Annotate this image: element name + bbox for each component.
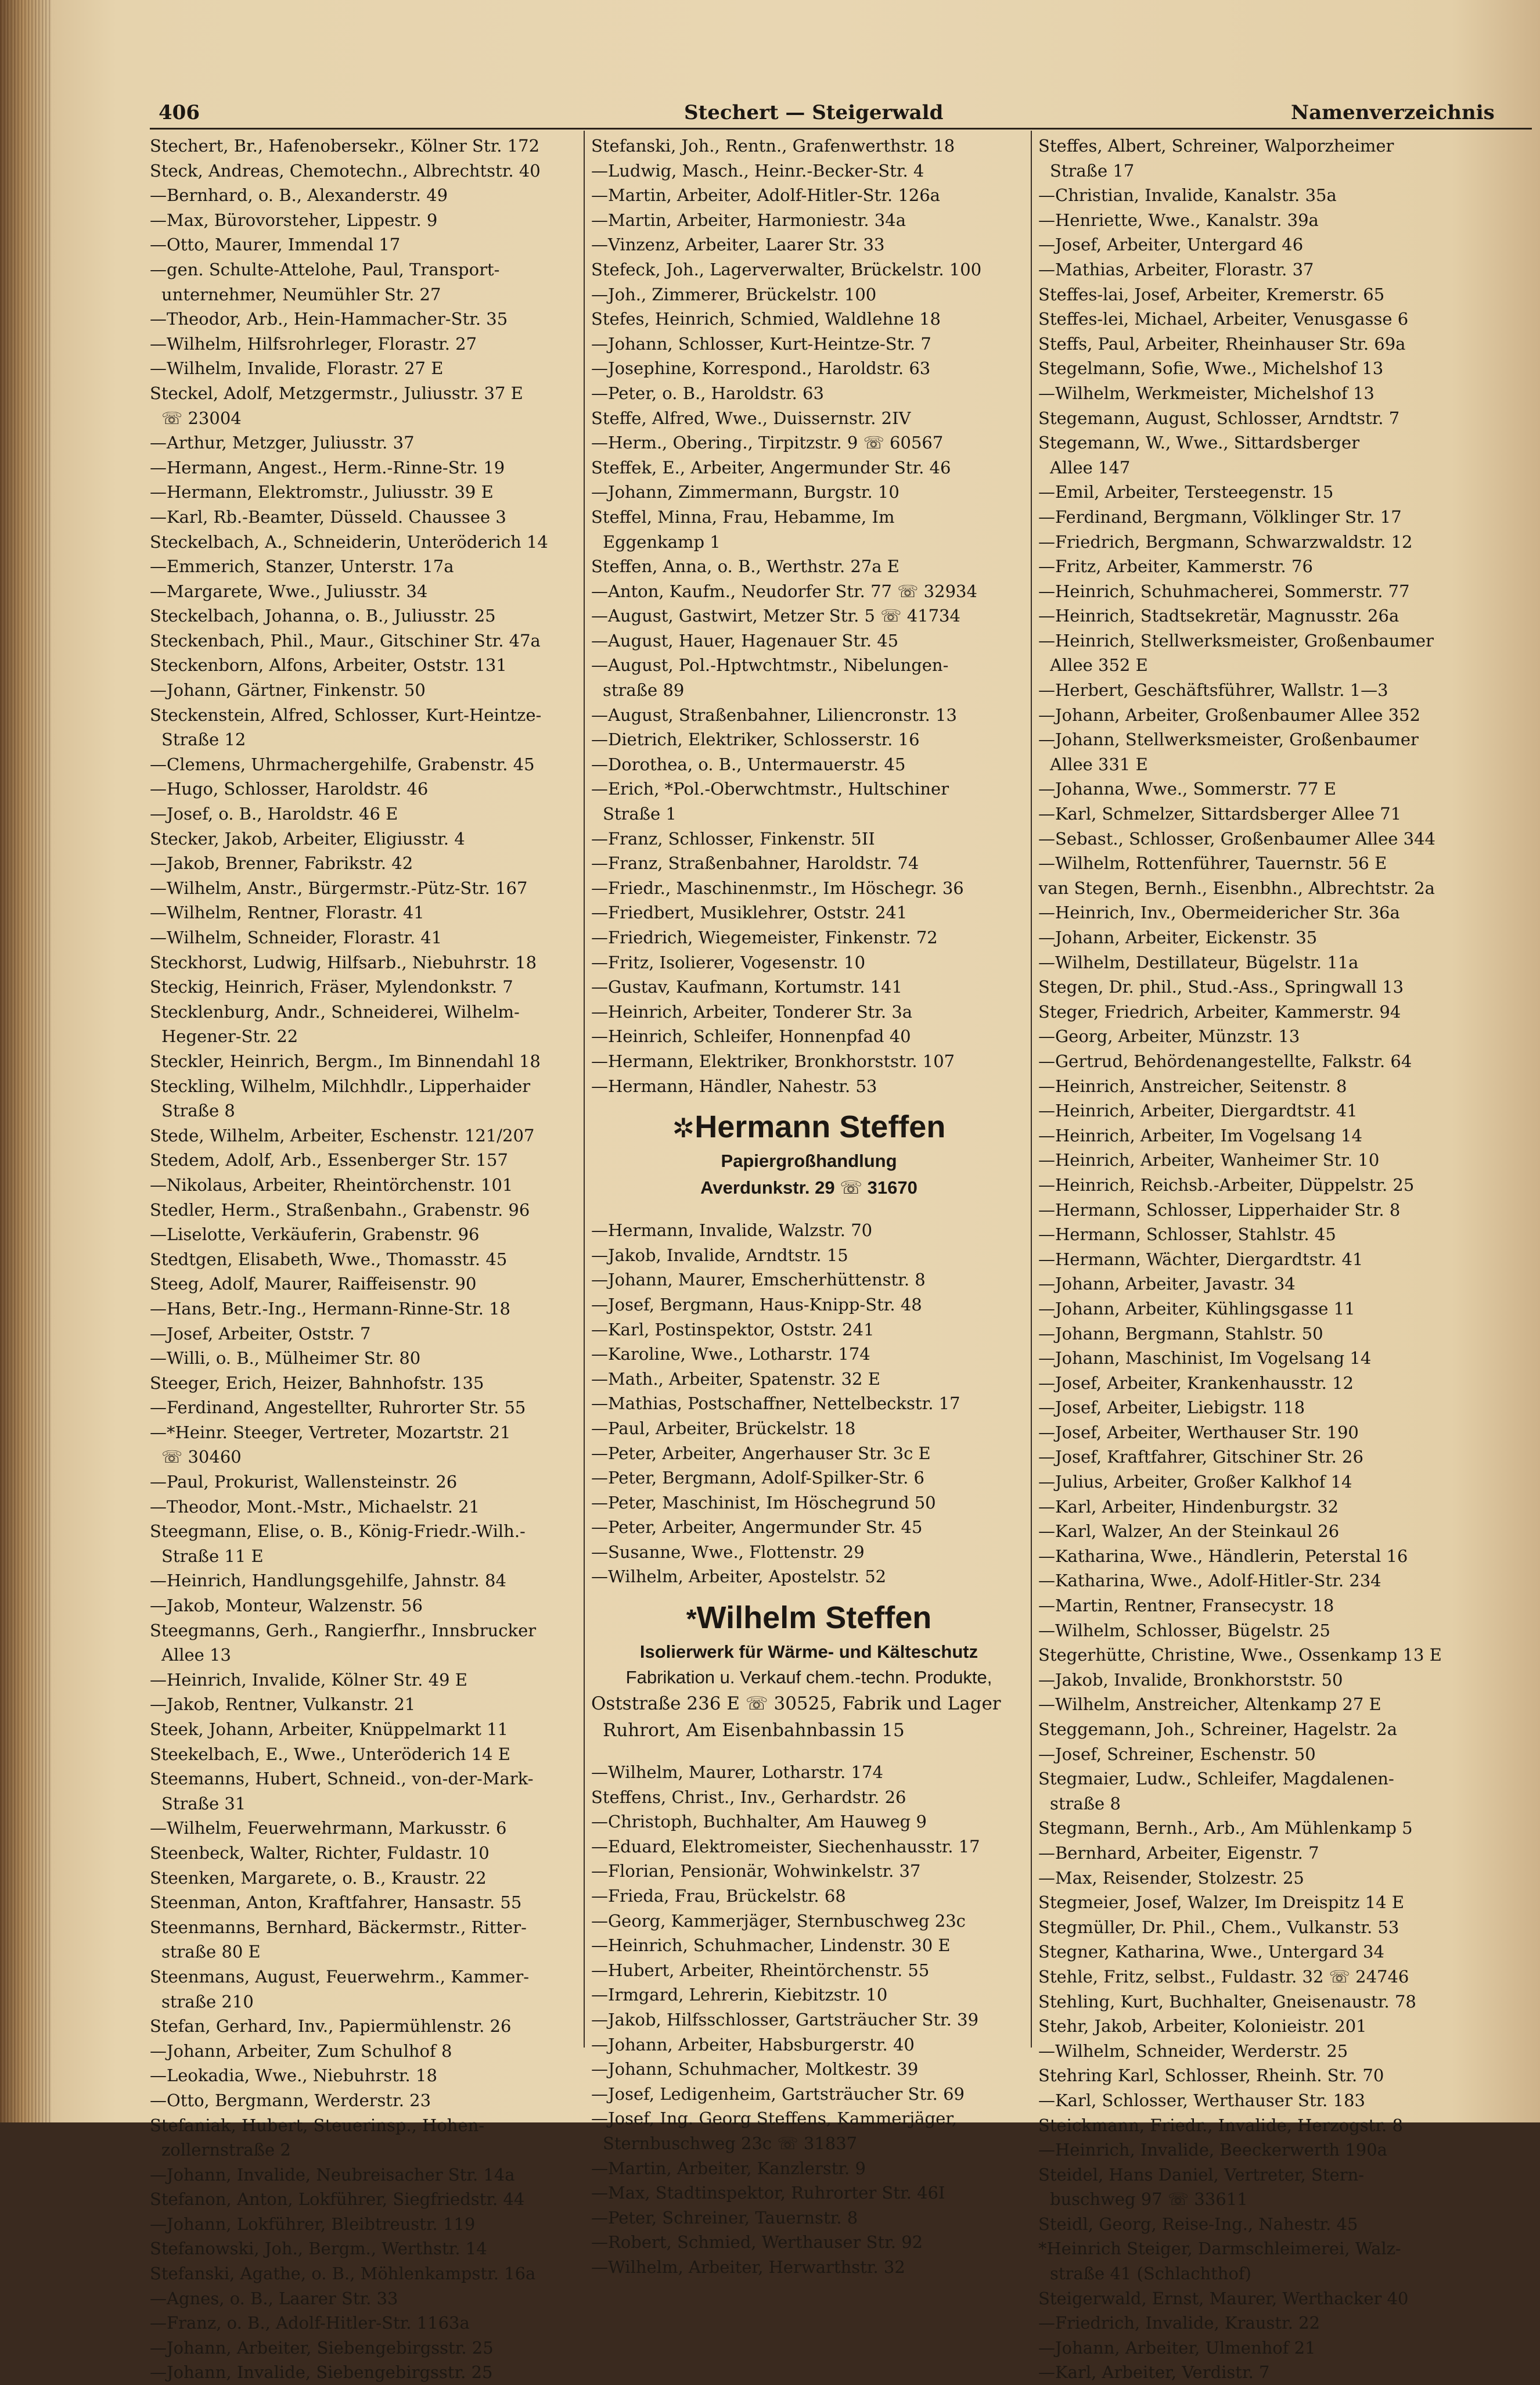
directory-entry: Steenmanns, Bernhard, Bäckermstr., Ritter-: [150, 1917, 527, 1937]
directory-entry: —Bernhard, Arbeiter, Eigenstr. 7: [1038, 1842, 1319, 1863]
directory-entry: Stefanowski, Joh., Bergm., Werthstr. 14: [150, 2239, 487, 2259]
directory-entry: —Fritz, Arbeiter, Kammerstr. 76: [1038, 556, 1313, 577]
directory-entry: —Katharina, Wwe., Händlerin, Peterstal 16: [1038, 1546, 1408, 1566]
directory-entry-continuation: Straße 17: [1050, 160, 1135, 181]
directory-entry: Steffel, Minna, Frau, Hebamme, Im: [591, 507, 895, 527]
directory-entry-continuation: Allee 147: [1050, 457, 1131, 477]
directory-entry: —Heinrich, Inv., Obermeidericher Str. 36a: [1038, 903, 1400, 923]
directory-entry: —August, Hauer, Hagenauer Str. 45: [591, 630, 899, 651]
directory-entry: —Ludwig, Masch., Heinr.-Becker-Str. 4: [591, 160, 924, 181]
directory-entry: —August, Gastwirt, Metzer Str. 5 ☏ 41734: [591, 606, 960, 626]
directory-entry: —Wilhelm, Anstr., Bürgermstr.-Pütz-Str. 167: [150, 878, 528, 898]
directory-entry: —Anton, Kaufm., Neudorfer Str. 77 ☏ 32934: [591, 581, 977, 601]
directory-entry: —Karl, Arbeiter, Verdistr. 7: [1038, 2362, 1270, 2383]
directory-entry: —Friedrich, Wiegemeister, Finkenstr. 72: [591, 928, 938, 947]
directory-entry: —Georg, Kammerjäger, Sternbuschweg 23c: [591, 1910, 966, 1931]
directory-entry: —Eduard, Elektromeister, Siechenhausstr. 17: [591, 1836, 980, 1856]
directory-entry: Steidel, Hans Daniel, Vertreter, Stern-: [1038, 2164, 1365, 2185]
directory-entry: —Heinrich, Schuhmacher, Lindenstr. 30 E: [591, 1935, 951, 1956]
directory-entry-continuation: straße 8: [1050, 1793, 1121, 1813]
star-emblem-icon: ✲: [672, 1113, 695, 1144]
directory-entry: Stehle, Fritz, selbst., Fuldastr. 32 ☏ 24746: [1038, 1966, 1409, 1987]
directory-entry: Stegmaier, Ludw., Schleifer, Magdalenen-: [1038, 1769, 1394, 1789]
directory-entry: Stehring Karl, Schlosser, Rheinh. Str. 70: [1038, 2066, 1384, 2086]
directory-entry: —Franz, Straßenbahner, Haroldstr. 74: [591, 853, 919, 874]
directory-entry: Steggemann, Joh., Schreiner, Hagelstr. 2a: [1038, 1719, 1397, 1739]
directory-entry: —Martin, Arbeiter, Adolf-Hitler-Str. 126a: [591, 185, 940, 206]
directory-entry: —Hubert, Arbeiter, Rheintörchenstr. 55: [591, 1960, 930, 1980]
directory-entry: Stegmeier, Josef, Walzer, Im Dreispitz 14 E: [1038, 1892, 1405, 1913]
directory-entry: —Johann, Invalide, Neubreisacher Str. 14a: [150, 2164, 515, 2185]
directory-entry: Stefan, Gerhard, Inv., Papiermühlenstr. 26: [150, 2016, 512, 2036]
directory-entry: —Karl, Schlosser, Werthauser Str. 183: [1038, 2090, 1365, 2110]
directory-entry-continuation: unternehmer, Neumühler Str. 27: [161, 284, 441, 304]
directory-entry: —Johann, Arbeiter, Ulmenhof 21: [1038, 2337, 1316, 2358]
directory-entry: —Josef, Bergmann, Haus-Knipp-Str. 48: [591, 1294, 922, 1314]
directory-entry: Stegmüller, Dr. Phil., Chem., Vulkanstr. 53: [1038, 1917, 1399, 1937]
directory-entry: —Ferdinand, Bergmann, Völklinger Str. 17: [1038, 507, 1402, 527]
directory-entry: —Emmerich, Stanzer, Unterstr. 17a: [150, 556, 454, 577]
directory-entry: —Johann, Gärtner, Finkenstr. 50: [150, 680, 426, 701]
directory-entry: —Heinrich, Schleifer, Honnenpfad 40: [591, 1026, 911, 1047]
directory-entry: —Wilhelm, Werkmeister, Michelshof 13: [1038, 383, 1375, 403]
directory-entry: Stegner, Katharina, Wwe., Untergard 34: [1038, 1942, 1384, 1962]
directory-entry: —Wilhelm, Rottenführer, Tauernstr. 56 E: [1038, 853, 1387, 874]
directory-entry: —Hugo, Schlosser, Haroldstr. 46: [150, 779, 429, 799]
directory-entry: Steffs, Paul, Arbeiter, Rheinhauser Str. 69a: [1038, 333, 1406, 354]
directory-entry: —Jakob, Invalide, Arndtstr. 15: [591, 1245, 848, 1265]
directory-entry: Steffek, E., Arbeiter, Angermunder Str. 46: [591, 457, 951, 477]
directory-entry: Steckenbach, Phil., Maur., Gitschiner Str. 47a: [150, 630, 541, 651]
directory-entry-continuation: Straße 8: [161, 1101, 235, 1121]
directory-entry-continuation: Sternbuschweg 23c ☏ 31837: [603, 2133, 858, 2153]
directory-entry-continuation: Straße 12: [161, 730, 246, 750]
directory-entry: Stehling, Kurt, Buchhalter, Gneisenaustr. 78: [1038, 1991, 1416, 2012]
directory-entry: Stechert, Br., Hafenobersekr., Kölner Str. 172: [150, 136, 540, 156]
directory-entry: —Wilhelm, Schlosser, Bügelstr. 25: [1038, 1620, 1330, 1640]
ad-business: Papiergroßhandlung: [721, 1151, 897, 1172]
directory-entry: —Johann, Arbeiter, Großenbaumer Allee 352: [1038, 705, 1420, 725]
directory-entry: —Heinrich, Schuhmacherei, Sommerstr. 77: [1038, 581, 1410, 601]
directory-entry-continuation: Hegener-Str. 22: [161, 1026, 298, 1047]
directory-entry: —Heinrich, Handlungsgehilfe, Jahnstr. 84: [150, 1571, 506, 1591]
directory-entry: —Hermann, Wächter, Diergardtstr. 41: [1038, 1249, 1363, 1269]
directory-entry: Stecklenburg, Andr., Schneiderei, Wilhelm-: [150, 1001, 520, 1022]
column-3: [1038, 134, 1512, 2383]
directory-entry: —Johann, Arbeiter, Javastr. 34: [1038, 1274, 1296, 1294]
directory-entry: Stecker, Jakob, Arbeiter, Eligiusstr. 4: [150, 828, 465, 849]
directory-entry: —Sebast., Schlosser, Großenbaumer Allee 344: [1038, 828, 1435, 849]
directory-entry: —Fritz, Isolierer, Vogesenstr. 10: [591, 952, 866, 972]
directory-entry: —Heinrich, Arbeiter, Tonderer Str. 3a: [591, 1001, 913, 1022]
directory-entry: *Heinrich Steiger, Darmschleimerei, Walz-: [1038, 2239, 1401, 2259]
directory-entry: —Henriette, Wwe., Kanalstr. 39a: [1038, 210, 1319, 230]
directory-entry: Steffes, Albert, Schreiner, Walporzheimer: [1038, 136, 1394, 156]
directory-entry: —Johann, Arbeiter, Siebengebirgsstr. 25: [150, 2337, 494, 2358]
directory-entry: —Liselotte, Verkäuferin, Grabenstr. 96: [150, 1224, 480, 1245]
directory-entry: —Hermann, Händler, Nahestr. 53: [591, 1076, 877, 1096]
directory-entry: —Hans, Betr.-Ing., Hermann-Rinne-Str. 18: [150, 1298, 510, 1319]
directory-entry: —Mathias, Arbeiter, Florastr. 37: [1038, 259, 1314, 279]
directory-entry: —Peter, Bergmann, Adolf-Spilker-Str. 6: [591, 1468, 924, 1488]
directory-entry: Stehr, Jakob, Arbeiter, Kolonieistr. 201: [1038, 2016, 1367, 2036]
directory-entry: —Hermann, Schlosser, Stahlstr. 45: [1038, 1224, 1336, 1245]
directory-entry: Stegelmann, Sofie, Wwe., Michelshof 13: [1038, 358, 1384, 379]
directory-entry-continuation: Straße 1: [603, 804, 677, 824]
directory-entry-continuation: Straße 11 E: [161, 1546, 264, 1566]
directory-entry: Stedem, Adolf, Arb., Essenberger Str. 157: [150, 1150, 508, 1170]
directory-entry: —Hermann, Elektromstr., Juliusstr. 39 E: [150, 482, 494, 502]
directory-entry: Steffes-lei, Michael, Arbeiter, Venusgasse 6: [1038, 309, 1409, 329]
directory-entry: Steemanns, Hubert, Schneid., von-der-Mark-: [150, 1769, 534, 1789]
directory-entry: —Johann, Maurer, Emscherhüttenstr. 8: [591, 1270, 926, 1290]
ad-address: Oststraße 236 E ☏ 30525, Fabrik und Lager: [591, 1693, 1001, 1715]
directory-entry: —Frieda, Frau, Brückelstr. 68: [591, 1886, 846, 1906]
directory-entry: Stegmann, Bernh., Arb., Am Mühlenkamp 5: [1038, 1818, 1413, 1838]
directory-entry: —Jakob, Rentner, Vulkanstr. 21: [150, 1694, 416, 1715]
directory-entry: —August, Pol.-Hptwchtmstr., Nibelungen-: [591, 655, 949, 676]
directory-entry: —Martin, Arbeiter, Kanzlerstr. 9: [591, 2158, 866, 2178]
directory-entry: —Johann, Lokführer, Bleibtreustr. 119: [150, 2214, 476, 2234]
directory-entry: —Wilhelm, Schneider, Werderstr. 25: [1038, 2041, 1348, 2061]
directory-entry: —Heinrich, Stellwerksmeister, Großenbaumer: [1038, 630, 1434, 651]
directory-entry: Stegemann, August, Schlosser, Arndtstr. 7: [1038, 408, 1400, 428]
directory-entry: —Max, Bürovorsteher, Lippestr. 9: [150, 210, 438, 230]
directory-entry: —Josef, Arbeiter, Liebigstr. 118: [1038, 1398, 1305, 1418]
directory-entry: —Franz, Schlosser, Finkenstr. 5II: [591, 828, 875, 849]
directory-entry: Steckenstein, Alfred, Schlosser, Kurt-Heintze-: [150, 705, 542, 725]
directory-entry: Steekelbach, E., Wwe., Unteröderich 14 E: [150, 1744, 510, 1764]
directory-entry: —Josef, o. B., Haroldstr. 46 E: [150, 804, 398, 824]
directory-entry: —Irmgard, Lehrerin, Kiebitzstr. 10: [591, 1985, 888, 2005]
directory-entry: —Ferdinand, Angestellter, Ruhrorter Str. 55: [150, 1398, 526, 1418]
directory-entry: Steigerwald, Ernst, Maurer, Werthacker 40: [1038, 2288, 1409, 2308]
directory-entry: —Paul, Prokurist, Wallensteinstr. 26: [150, 1472, 458, 1492]
directory-entry: —Johann, Arbeiter, Eickenstr. 35: [1038, 928, 1318, 947]
directory-entry: —Friedrich, Invalide, Kraustr. 22: [1038, 2313, 1320, 2333]
directory-entry: —*Heinr. Steeger, Vertreter, Mozartstr. 21: [150, 1422, 511, 1442]
directory-entry: Steidl, Georg, Reise-Ing., Nahestr. 45: [1038, 2214, 1358, 2234]
directory-entry: Stefanski, Agathe, o. B., Möhlenkampstr. 16a: [150, 2264, 536, 2284]
directory-entry: —Otto, Bergmann, Werderstr. 23: [150, 2090, 431, 2110]
directory-entry: —August, Straßenbahner, Liliencronstr. 13: [591, 705, 957, 725]
directory-entry: —Peter, Arbeiter, Angermunder Str. 45: [591, 1517, 923, 1538]
directory-entry: —Max, Stadtinspektor, Ruhrorter Str. 46I: [591, 2183, 945, 2203]
directory-entry: Steeger, Erich, Heizer, Bahnhofstr. 135: [150, 1373, 484, 1393]
directory-entry: —Wilhelm, Destillateur, Bügelstr. 11a: [1038, 952, 1359, 972]
directory-entry: Steffe, Alfred, Wwe., Duissernstr. 2IV: [591, 408, 911, 428]
directory-entry: —Josephine, Korrespond., Haroldstr. 63: [591, 358, 931, 379]
directory-entry: —Dietrich, Elektriker, Schlosserstr. 16: [591, 730, 920, 750]
directory-entry: —Peter, Arbeiter, Angerhauser Str. 3c E: [591, 1443, 931, 1463]
directory-entry: —Hermann, Invalide, Walzstr. 70: [591, 1220, 873, 1241]
directory-entry: —Mathias, Postschaffner, Nettelbeckstr. 17: [591, 1393, 960, 1414]
directory-entry: —Friedrich, Bergmann, Schwarzwaldstr. 12: [1038, 531, 1413, 552]
directory-entry: —Christoph, Buchhalter, Am Hauweg 9: [591, 1812, 927, 1832]
directory-entry: Stefanon, Anton, Lokführer, Siegfriedstr. 44: [150, 2189, 525, 2210]
directory-entry-continuation: zollernstraße 2: [161, 2140, 291, 2160]
directory-entry-continuation: Eggenkamp 1: [603, 531, 721, 552]
directory-entry: —Gertrud, Behördenangestellte, Falkstr. 64: [1038, 1051, 1412, 1071]
directory-entry: —Heinrich, Arbeiter, Im Vogelsang 14: [1038, 1125, 1363, 1145]
advertisement-hermann-steffen: [591, 1107, 1027, 1202]
ad-products: Fabrikation u. Verkauf chem.-techn. Produkte,: [625, 1667, 992, 1688]
directory-entry: —Nikolaus, Arbeiter, Rheintörchenstr. 101: [150, 1174, 513, 1195]
directory-entry: —Vinzenz, Arbeiter, Laarer Str. 33: [591, 235, 885, 255]
directory-entry: —Hermann, Elektriker, Bronkhorststr. 107: [591, 1051, 955, 1071]
directory-entry: Steeg, Adolf, Maurer, Raiffeisenstr. 90: [150, 1274, 477, 1294]
ad-address: Averdunkstr. 29 ☏ 31670: [700, 1177, 917, 1198]
directory-entry: —Dorothea, o. B., Untermauerstr. 45: [591, 754, 906, 774]
directory-entry-continuation: straße 41 (Schlachthof): [1050, 2264, 1251, 2284]
ad-name: Hermann Steffen: [695, 1109, 946, 1145]
directory-entry: —Joh., Zimmerer, Brückelstr. 100: [591, 284, 877, 304]
directory-entry: —Gustav, Kaufmann, Kortumstr. 141: [591, 977, 903, 997]
directory-entry: —Johann, Stellwerksmeister, Großenbaumer: [1038, 730, 1419, 750]
directory-entry: —Wilhelm, Feuerwehrmann, Markusstr. 6: [150, 1818, 507, 1838]
directory-entry: —Karl, Postinspektor, Oststr. 241: [591, 1319, 875, 1339]
directory-entry: —Christian, Invalide, Kanalstr. 35a: [1038, 185, 1337, 206]
directory-entry: Steegmann, Elise, o. B., König-Friedr.-Wilh.-: [150, 1521, 526, 1542]
directory-entry: —Martin, Arbeiter, Harmoniestr. 34a: [591, 210, 906, 230]
directory-entry: —Agnes, o. B., Laarer Str. 33: [150, 2288, 398, 2308]
directory-entry-continuation: straße 80 E: [161, 1942, 261, 1962]
directory-entry: —Johann, Zimmermann, Burgstr. 10: [591, 482, 899, 502]
directory-entry: —Jakob, Brenner, Fabrikstr. 42: [150, 853, 413, 874]
directory-entry-continuation: Allee 13: [161, 1645, 231, 1665]
ad-address-cont: Ruhrort, Am Eisenbahnbassin 15: [603, 1720, 905, 1741]
directory-entry: —Emil, Arbeiter, Tersteegenstr. 15: [1038, 482, 1334, 502]
directory-entry-continuation: ☏ 23004: [161, 408, 242, 428]
directory-entry: —Josef, Arbeiter, Krankenhausstr. 12: [1038, 1373, 1354, 1393]
column-divider: [1031, 131, 1032, 2048]
directory-entry: —Wilhelm, Maurer, Lotharstr. 174: [591, 1762, 883, 1783]
directory-entry: —Franz, o. B., Adolf-Hitler-Str. 1163a: [150, 2313, 470, 2333]
directory-entry: —Herbert, Geschäftsführer, Wallstr. 1—3: [1038, 680, 1388, 701]
directory-entry: —Heinrich, Arbeiter, Wanheimer Str. 10: [1038, 1150, 1380, 1170]
directory-entry: Stedtgen, Elisabeth, Wwe., Thomasstr. 45: [150, 1249, 508, 1269]
directory-entry: —Jakob, Hilfsschlosser, Gartsträucher Str. 39: [591, 2010, 979, 2030]
directory-entry: —Theodor, Mont.-Mstr., Michaelstr. 21: [150, 1496, 480, 1517]
ad-business: Isolierwerk für Wärme- und Kälteschutz: [639, 1642, 978, 1662]
directory-entry: —Math., Arbeiter, Spatenstr. 32 E: [591, 1368, 880, 1389]
directory-entry: Steegmanns, Gerh., Rangierfhr., Innsbrucker: [150, 1620, 537, 1640]
header-rule: [150, 128, 1532, 130]
advertisement-wilhelm-steffen: [591, 1597, 1027, 1744]
directory-entry: Steek, Johann, Arbeiter, Knüppelmarkt 11: [150, 1719, 509, 1739]
directory-entry: Stegen, Dr. phil., Stud.-Ass., Springwall 13: [1038, 977, 1404, 997]
directory-entry: Steger, Friedrich, Arbeiter, Kammerstr. 94: [1038, 1001, 1401, 1022]
directory-entry: —Josef, Arbeiter, Untergard 46: [1038, 235, 1304, 255]
directory-entry: —Martin, Rentner, Fransecystr. 18: [1038, 1596, 1334, 1616]
directory-entry: van Stegen, Bernh., Eisenbhn., Albrechtstr. 2a: [1038, 878, 1435, 898]
directory-entry: —Friedbert, Musiklehrer, Oststr. 241: [591, 903, 908, 923]
directory-entry: —Hermann, Angest., Herm.-Rinne-Str. 19: [150, 457, 505, 477]
directory-entry: —Willi, o. B., Mülheimer Str. 80: [150, 1348, 421, 1368]
directory-entry: Steckelbach, Johanna, o. B., Juliusstr. 25: [150, 606, 496, 626]
directory-entry: Steckelbach, A., Schneiderin, Unteröderich 14: [150, 531, 548, 552]
directory-entry: —Peter, Schreiner, Tauernstr. 8: [591, 2207, 858, 2228]
directory-entry: —Max, Reisender, Stolzestr. 25: [1038, 1867, 1304, 1888]
directory-entry: Steffens, Christ., Inv., Gerhardstr. 26: [591, 1787, 906, 1807]
directory-entry: Steckhorst, Ludwig, Hilfsarb., Niebuhrstr. 18: [150, 952, 537, 972]
column-2: [591, 134, 1027, 2277]
directory-entry: —Johann, Maschinist, Im Vogelsang 14: [1038, 1348, 1372, 1368]
directory-entry: —Wilhelm, Anstreicher, Altenkamp 27 E: [1038, 1694, 1381, 1715]
directory-entry: Steickmann, Friedr., Invalide, Herzogstr. 8: [1038, 2115, 1403, 2135]
column-1: [150, 134, 578, 2383]
directory-entry: —gen. Schulte-Attelohe, Paul, Transport-: [150, 259, 500, 279]
directory-entry: —Josef, Arbeiter, Oststr. 7: [150, 1323, 371, 1344]
directory-entry: —Josef, Schreiner, Eschenstr. 50: [1038, 1744, 1316, 1764]
directory-entry: —Clemens, Uhrmachergehilfe, Grabenstr. 45: [150, 754, 535, 774]
directory-entry: —Otto, Maurer, Immendal 17: [150, 235, 401, 255]
directory-entry: —Georg, Arbeiter, Münzstr. 13: [1038, 1026, 1300, 1047]
directory-entry: —Robert, Schmied, Werthauser Str. 92: [591, 2232, 923, 2253]
directory-entry: —Erich, *Pol.-Oberwchtmstr., Hultschiner: [591, 779, 949, 799]
directory-entry: —Josef, Kraftfahrer, Gitschiner Str. 26: [1038, 1447, 1363, 1467]
directory-entry: —Jakob, Invalide, Bronkhorststr. 50: [1038, 1669, 1343, 1690]
directory-entry: —Bernhard, o. B., Alexanderstr. 49: [150, 185, 448, 206]
directory-entry: —Johann, Invalide, Siebengebirgsstr. 25: [150, 2362, 493, 2383]
directory-entry: —Peter, Maschinist, Im Höschegrund 50: [591, 1492, 936, 1513]
directory-entry: Steckel, Adolf, Metzgermstr., Juliusstr. 37 E: [150, 383, 523, 403]
directory-entry: Steenbeck, Walter, Richter, Fuldastr. 10: [150, 1842, 490, 1863]
directory-entry: Steenmans, August, Feuerwehrm., Kammer-: [150, 1966, 529, 1987]
directory-entry: —Peter, o. B., Haroldstr. 63: [591, 383, 824, 403]
directory-entry: —Leokadia, Wwe., Niebuhrstr. 18: [150, 2066, 437, 2086]
directory-entry: Steckler, Heinrich, Bergm., Im Binnendahl 18: [150, 1051, 541, 1071]
column-divider: [584, 131, 585, 2048]
name-range: Stechert — Steigerwald: [684, 101, 944, 124]
directory-entry: —Karoline, Wwe., Lotharstr. 174: [591, 1344, 870, 1364]
directory-entry: —Heinrich, Arbeiter, Diergardtstr. 41: [1038, 1101, 1358, 1121]
directory-entry: Stefanski, Joh., Rentn., Grafenwerthstr. 18: [591, 136, 955, 156]
directory-entry: —Florian, Pensionär, Wohwinkelstr. 37: [591, 1861, 921, 1881]
directory-entry: —Wilhelm, Schneider, Florastr. 41: [150, 928, 442, 947]
directory-entry-continuation: buschweg 97 ☏ 33611: [1050, 2189, 1248, 2210]
directory-entry: —Heinrich, Invalide, Kölner Str. 49 E: [150, 1669, 467, 1690]
section-title: Namenverzeichnis: [1291, 101, 1495, 124]
directory-entry: —Katharina, Wwe., Adolf-Hitler-Str. 234: [1038, 1571, 1381, 1591]
directory-entry: —Wilhelm, Arbeiter, Apostelstr. 52: [591, 1567, 887, 1587]
directory-entry: —Wilhelm, Invalide, Florastr. 27 E: [150, 358, 444, 379]
directory-entry-continuation: Allee 331 E: [1050, 754, 1148, 774]
directory-entry: —Margarete, Wwe., Juliusstr. 34: [150, 581, 428, 601]
directory-entry: —Josef, Ledigenheim, Gartsträucher Str. 69: [591, 2084, 965, 2104]
page-edge: [0, 0, 52, 2122]
directory-entry: Steckig, Heinrich, Fräser, Mylendonkstr. 7: [150, 977, 513, 997]
directory-entry-continuation: ☏ 30460: [161, 1447, 242, 1467]
directory-entry-continuation: straße 89: [603, 680, 685, 701]
directory-entry: Steenman, Anton, Kraftfahrer, Hansastr. 55: [150, 1892, 522, 1913]
directory-entry: Stefaniak, Hubert, Steuerinsp., Hohen-: [150, 2115, 485, 2135]
directory-entry: —Heinrich, Anstreicher, Seitenstr. 8: [1038, 1076, 1347, 1096]
directory-entry: —Paul, Arbeiter, Brückelstr. 18: [591, 1418, 856, 1438]
directory-entry: —Jakob, Monteur, Walzenstr. 56: [150, 1596, 423, 1616]
directory-entry: Stegerhütte, Christine, Wwe., Ossenkamp 13 E: [1038, 1645, 1442, 1665]
directory-entry: —Theodor, Arb., Hein-Hammacher-Str. 35: [150, 309, 508, 329]
directory-entry: Stegemann, W., Wwe., Sittardsberger: [1038, 433, 1360, 453]
directory-entry-continuation: Straße 31: [161, 1793, 246, 1813]
directory-entry: —Heinrich, Stadtsekretär, Magnusstr. 26a: [1038, 606, 1399, 626]
directory-entry: Stede, Wilhelm, Arbeiter, Eschenstr. 121/207: [150, 1125, 535, 1145]
directory-entry: —Johanna, Wwe., Sommerstr. 77 E: [1038, 779, 1336, 799]
directory-entry: Steckenborn, Alfons, Arbeiter, Oststr. 131: [150, 655, 507, 676]
directory-entry: —Josef, Arbeiter, Werthauser Str. 190: [1038, 1422, 1359, 1442]
directory-entry: Stefes, Heinrich, Schmied, Waldlehne 18: [591, 309, 941, 329]
directory-entry: Steckling, Wilhelm, Milchhdlr., Lipperhaider: [150, 1076, 531, 1096]
page-number: 406: [159, 101, 200, 124]
directory-entry: —Johann, Arbeiter, Zum Schulhof 8: [150, 2041, 452, 2061]
directory-entry: —Wilhelm, Rentner, Florastr. 41: [150, 903, 424, 923]
directory-entry: —Johann, Arbeiter, Kühlingsgasse 11: [1038, 1298, 1355, 1319]
directory-entry-continuation: Allee 352 E: [1050, 655, 1148, 676]
directory-entry: —Friedr., Maschinenmstr., Im Höschegr. 36: [591, 878, 964, 898]
directory-entry: —Johann, Bergmann, Stahlstr. 50: [1038, 1323, 1323, 1344]
directory-entry: —Josef, Ing. Georg Steffens, Kammerjäger,: [591, 2109, 958, 2129]
directory-entry: —Wilhelm, Arbeiter, Herwarthstr. 32: [591, 2257, 905, 2277]
directory-entry: —Johann, Schlosser, Kurt-Heintze-Str. 7: [591, 333, 931, 354]
directory-entry: —Herm., Obering., Tirpitzstr. 9 ☏ 60567: [591, 433, 944, 453]
directory-entry: —Hermann, Schlosser, Lipperhaider Str. 8: [1038, 1199, 1401, 1220]
directory-entry: —Karl, Schmelzer, Sittardsberger Allee 71: [1038, 804, 1402, 824]
directory-entry: —Johann, Schuhmacher, Moltkestr. 39: [591, 2059, 919, 2079]
directory-entry: —Heinrich, Reichsb.-Arbeiter, Düppelstr. 25: [1038, 1174, 1415, 1195]
directory-entry: Stedler, Herm., Straßenbahn., Grabenstr. 96: [150, 1199, 530, 1220]
directory-entry: —Karl, Arbeiter, Hindenburgstr. 32: [1038, 1496, 1339, 1517]
directory-entry-continuation: straße 210: [161, 1991, 254, 2012]
directory-entry: —Karl, Walzer, An der Steinkaul 26: [1038, 1521, 1340, 1542]
directory-entry: —Karl, Rb.-Beamter, Düsseld. Chaussee 3: [150, 507, 506, 527]
directory-entry: Steffen, Anna, o. B., Werthstr. 27a E: [591, 556, 899, 577]
page-header: [150, 99, 1532, 128]
directory-entry: —Wilhelm, Hilfsrohrleger, Florastr. 27: [150, 333, 477, 354]
directory-entry: —Susanne, Wwe., Flottenstr. 29: [591, 1542, 865, 1562]
directory-entry: Stefeck, Joh., Lagerverwalter, Brückelstr. 100: [591, 259, 982, 279]
star-icon: *: [686, 1604, 697, 1635]
directory-entry: —Arthur, Metzger, Juliusstr. 37: [150, 433, 415, 453]
directory-entry: —Julius, Arbeiter, Großer Kalkhof 14: [1038, 1472, 1352, 1492]
directory-entry: Steffes-lai, Josef, Arbeiter, Kremerstr. 65: [1038, 284, 1385, 304]
directory-entry: Steenken, Margarete, o. B., Kraustr. 22: [150, 1867, 487, 1888]
directory-entry: Steck, Andreas, Chemotechn., Albrechtstr. 40: [150, 160, 541, 181]
directory-entry: —Heinrich, Invalide, Beeckerwerth 190a: [1038, 2140, 1387, 2160]
directory-entry: —Johann, Arbeiter, Habsburgerstr. 40: [591, 2034, 915, 2054]
ad-name: Wilhelm Steffen: [696, 1600, 932, 1636]
